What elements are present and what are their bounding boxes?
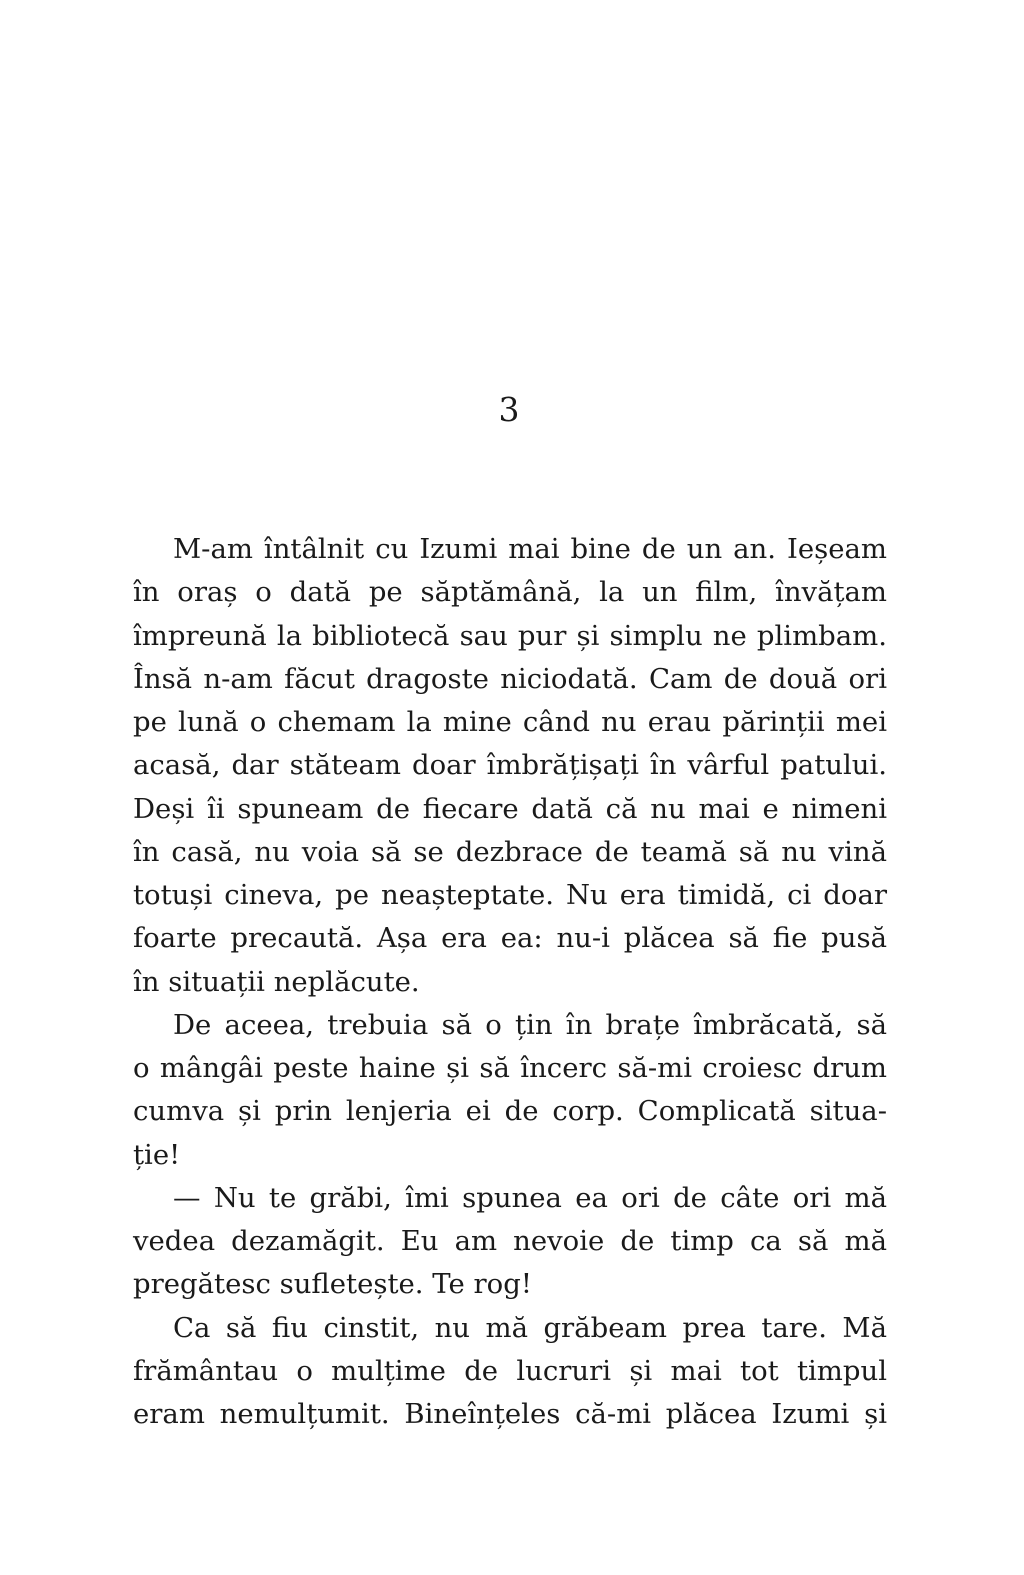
text-line: acasă, dar stăteam doar îmbrățișați în vârful patului. [133,749,887,782]
text-line: — Nu te grăbi, îmi spunea ea ori de câte ori mă [173,1181,887,1214]
body-text [133,528,887,1436]
text-line: împreună la bibliotecă sau pur și simplu ne plimbam. [133,619,887,652]
text-line: De aceea, trebuia să o țin în brațe îmbrăcată, să [173,1008,887,1041]
chapter-number: 3 [498,390,520,429]
text-line: în casă, nu voia să se dezbrace de teamă să nu vină [133,835,887,868]
text-line: o mângâi peste haine și să încerc să-mi croiesc drum [133,1052,887,1084]
text-line: ție! [133,1138,181,1171]
text-line: frământau o mulțime de lucruri și mai tot timpul [133,1354,887,1387]
text-line: Ca să fiu cinstit, nu mă grăbeam prea tare. Mă [173,1311,887,1344]
text-line: în situații neplăcute. [133,965,420,998]
text-line: pregătesc sufletește. Te rog! [133,1268,532,1301]
text-line: totuși cineva, pe neașteptate. Nu era timidă, ci doar [133,879,887,911]
text-line: cumva și prin lenjeria ei de corp. Complicată situa- [133,1095,887,1128]
text-line: Deși îi spuneam de fiecare dată că nu mai e nimeni [133,792,887,825]
text-line: foarte precaută. Așa era ea: nu-i plăcea să fie pusă [133,922,887,955]
text-line: M-am întâlnit cu Izumi mai bine de un an. Ieșeam [173,533,887,565]
text-line: în oraș o dată pe săptămână, la un film, învățam [133,576,887,609]
text-line: eram nemulțumit. Bineînțeles că-mi plăcea Izumi și [133,1398,887,1430]
text-line: pe lună o chemam la mine când nu erau părinții mei [133,706,887,738]
text-line: Însă n-am făcut dragoste niciodată. Cam de două ori [133,662,887,695]
text-line: vedea dezamăgit. Eu am nevoie de timp ca să mă [133,1225,887,1257]
